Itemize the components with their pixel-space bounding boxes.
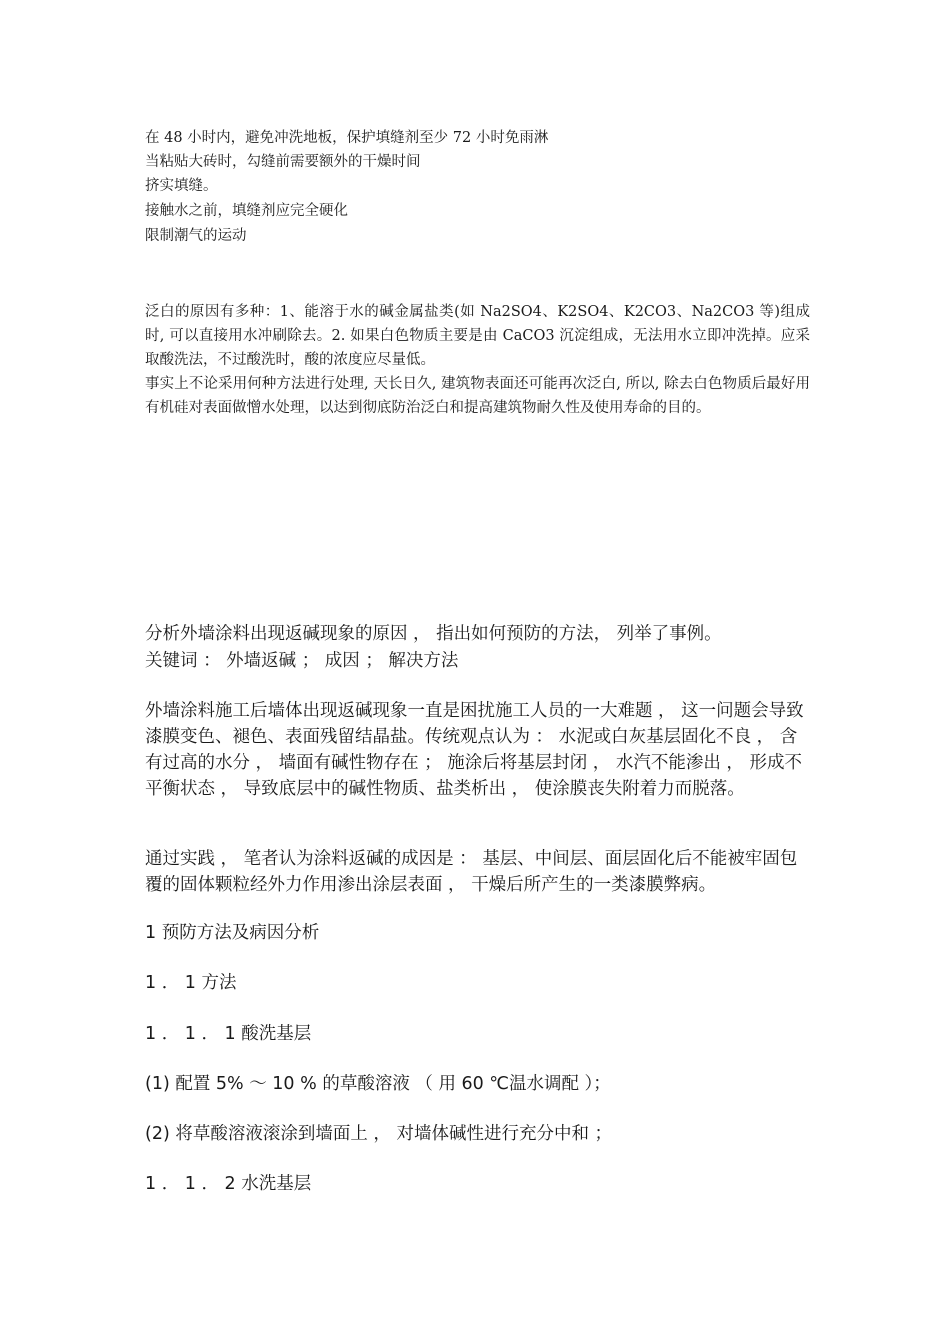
section-heading: 1 ． 1 ． 1 酸洗基层: [145, 1024, 312, 1044]
text-line: 在 48 小时内，避免冲洗地板，保护填缝剂至少 72 小时免雨淋: [145, 130, 549, 146]
section-heading: 1 ． 1 ． 2 水洗基层: [145, 1174, 312, 1194]
text-line: 当粘贴大砖时，勾缝前需要额外的干燥时间: [145, 154, 421, 170]
paragraph: 外墙涂料施工后墙体出现返碱现象一直是困扰施工人员的一大难题 ， 这一问题会导致漆膜变色、褪色、表面残留结晶盐。传统观点认为 ： 水泥或白灰基层固化不良 ， 含有过高的水分 ， 墙面有碱性物存在 ； 施涂后将基层封闭 ， 水汽不能渗出 ， 形成不平衡状态 ， 导致底层中的碱性物质、盐类析出 ， 使涂膜丧失附着力而脱落。: [145, 701, 804, 799]
list-item: (2) 将草酸溶液滚涂到墙面上 ， 对墙体碱性进行充分中和 ；: [145, 1124, 613, 1144]
section-heading: 1 ． 1 方法: [145, 973, 237, 993]
abstract-line: 分析外墙涂料出现返碱现象的原因 ， 指出如何预防的方法， 列举了事例。: [145, 624, 722, 644]
paragraph: 事实上不论采用何种方法进行处理, 天长日久, 建筑物表面还可能再次泛白, 所以, 除去白色物质后最好用有机硅对表面做憎水处理，以达到彻底防治泛白和提高建筑物耐久性及使用寿命的目的。: [145, 376, 810, 416]
list-item: (1) 配置 5% ～ 10 % 的草酸溶液 （ 用 60 ℃温水调配 ）；: [145, 1074, 611, 1094]
keywords-line: 关键词 ： 外墙返碱 ； 成因 ； 解决方法: [145, 651, 459, 671]
text-line: 限制潮气的运动: [145, 228, 247, 244]
paragraph: 通过实践 ， 笔者认为涂料返碱的成因是 ： 基层、中间层、面层固化后不能被牢固包覆的固体颗粒经外力作用渗出涂层表面 ， 干燥后所产生的一类漆膜弊病。: [145, 849, 798, 895]
text-line: 接触水之前，填缝剂应完全硬化: [145, 203, 348, 219]
section-heading: 1 预防方法及病因分析: [145, 923, 320, 943]
paragraph: 泛白的原因有多种：1、能溶于水的碱金属盐类(如 Na2SO4、K2SO4、K2CO3、Na2CO3 等)组成时, 可以直接用水冲刷除去。2. 如果白色物质主要是由 CaCO3 沉淀组成，无法用水立即冲洗掉。应采取酸洗法，不过酸洗时，酸的浓度应尽量低。: [145, 304, 810, 368]
text-line: 挤实填缝。: [145, 178, 218, 194]
